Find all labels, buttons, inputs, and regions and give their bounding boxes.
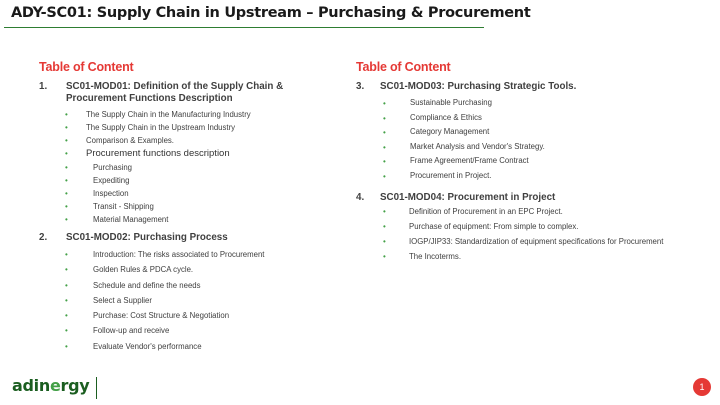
list-item: • Procurement in Project. — [383, 170, 492, 181]
list-item: • Material Management — [65, 215, 169, 224]
bullet-icon: • — [65, 149, 68, 158]
list-item: • The Supply Chain in the Manufacturing Industry — [65, 110, 251, 119]
bullet-icon: • — [383, 171, 386, 181]
module-items — [39, 247, 339, 354]
bullet-icon: • — [383, 221, 386, 231]
list-item: • Expediting — [65, 176, 130, 185]
list-item: • Purchase: Cost Structure & Negotiation — [65, 311, 230, 321]
bullet-icon: • — [383, 142, 386, 152]
bullet-icon: • — [383, 236, 386, 246]
module-title-text: SC01-MOD02: Purchasing Process — [66, 232, 228, 243]
module-title — [356, 81, 696, 93]
list-item: • The Incoterms. — [383, 251, 461, 261]
list-item: • Comparison & Examples. — [65, 136, 174, 145]
bullet-icon: • — [383, 128, 386, 138]
module-2 — [39, 232, 339, 354]
module-number: 2. — [39, 232, 48, 243]
toc-right-column — [356, 60, 696, 266]
list-item: • Category Management — [383, 127, 490, 138]
module-number: 4. — [356, 191, 365, 203]
logo-divider — [96, 377, 97, 399]
bullet-icon: • — [383, 99, 386, 108]
title-underline — [4, 27, 484, 28]
bullet-icon: • — [383, 113, 386, 123]
list-subheading: • Procurement functions description — [65, 148, 230, 159]
list-item: • Evaluate Vendor's performance — [65, 341, 202, 351]
module-4 — [356, 192, 696, 263]
list-item: • Introduction: The risks associated to Procurement — [65, 250, 265, 259]
page-number-badge: 1 — [693, 378, 711, 396]
slide-title: ADY-SC01: Supply Chain in Upstream – Purchasing & Procurement — [11, 5, 531, 21]
list-item: • Purchase of equipment: From simple to complex. — [383, 221, 579, 231]
toc-heading: Table of Content — [356, 60, 451, 74]
module-title — [356, 192, 696, 204]
bullet-icon: • — [383, 157, 386, 167]
list-item: • The Supply Chain in the Upstream Industry — [65, 123, 236, 132]
module-number: 3. — [356, 81, 365, 92]
bullet-icon: • — [65, 265, 68, 275]
list-item: • Sustainable Purchasing — [383, 98, 492, 108]
module-number: 1. — [39, 81, 48, 92]
list-item: • Schedule and define the needs — [65, 280, 201, 290]
bullet-icon: • — [65, 123, 68, 132]
list-item: • Market Analysis and Vendor's Strategy. — [383, 141, 545, 152]
bullet-icon: • — [65, 341, 68, 351]
module-title — [39, 81, 339, 105]
module-items — [356, 206, 696, 263]
module-items — [39, 108, 339, 226]
bullet-icon: • — [65, 326, 68, 336]
list-item: • Follow-up and receive — [65, 326, 170, 336]
list-item: • Inspection — [65, 189, 129, 198]
bullet-icon: • — [65, 136, 68, 145]
module-items — [356, 96, 696, 184]
toc-heading: Table of Content — [39, 60, 134, 74]
bullet-icon: • — [65, 250, 68, 259]
bullet-icon: • — [65, 110, 68, 119]
bullet-icon: • — [65, 202, 68, 211]
list-item: • Purchasing — [65, 163, 133, 172]
adinergy-logo: adinergy — [12, 376, 90, 395]
module-title-text: SC01-MOD03: Purchasing Strategic Tools. — [380, 81, 577, 92]
bullet-icon: • — [65, 280, 68, 290]
toc-left-column — [39, 60, 339, 354]
list-item: • Golden Rules & PDCA cycle. — [65, 265, 194, 275]
bullet-icon: • — [65, 311, 68, 321]
list-item: • Select a Supplier — [65, 295, 152, 305]
bullet-icon: • — [65, 189, 68, 198]
module-1 — [39, 81, 339, 226]
bullet-icon: • — [383, 206, 386, 216]
list-item: • Frame Agreement/Frame Contract — [383, 156, 529, 167]
list-item: • Compliance & Ethics — [383, 112, 482, 123]
module-3 — [356, 81, 696, 184]
module-title-text: SC01-MOD04: Procurement in Project — [380, 191, 556, 203]
list-item: • Transit - Shipping — [65, 202, 154, 211]
bullet-icon: • — [65, 215, 68, 224]
bullet-icon: • — [65, 295, 68, 305]
bullet-icon: • — [65, 163, 68, 172]
list-item: • Definition of Procurement in an EPC Project. — [383, 206, 563, 216]
bullet-icon: • — [383, 251, 386, 261]
bullet-icon: • — [65, 176, 68, 185]
module-title-text: SC01-MOD01: Definition of the Supply Chain & Procurement Functions Description — [66, 81, 284, 104]
list-item: • IOGP/JIP33: Standardization of equipment specifications for Procurement — [383, 236, 664, 246]
module-title — [39, 232, 339, 244]
